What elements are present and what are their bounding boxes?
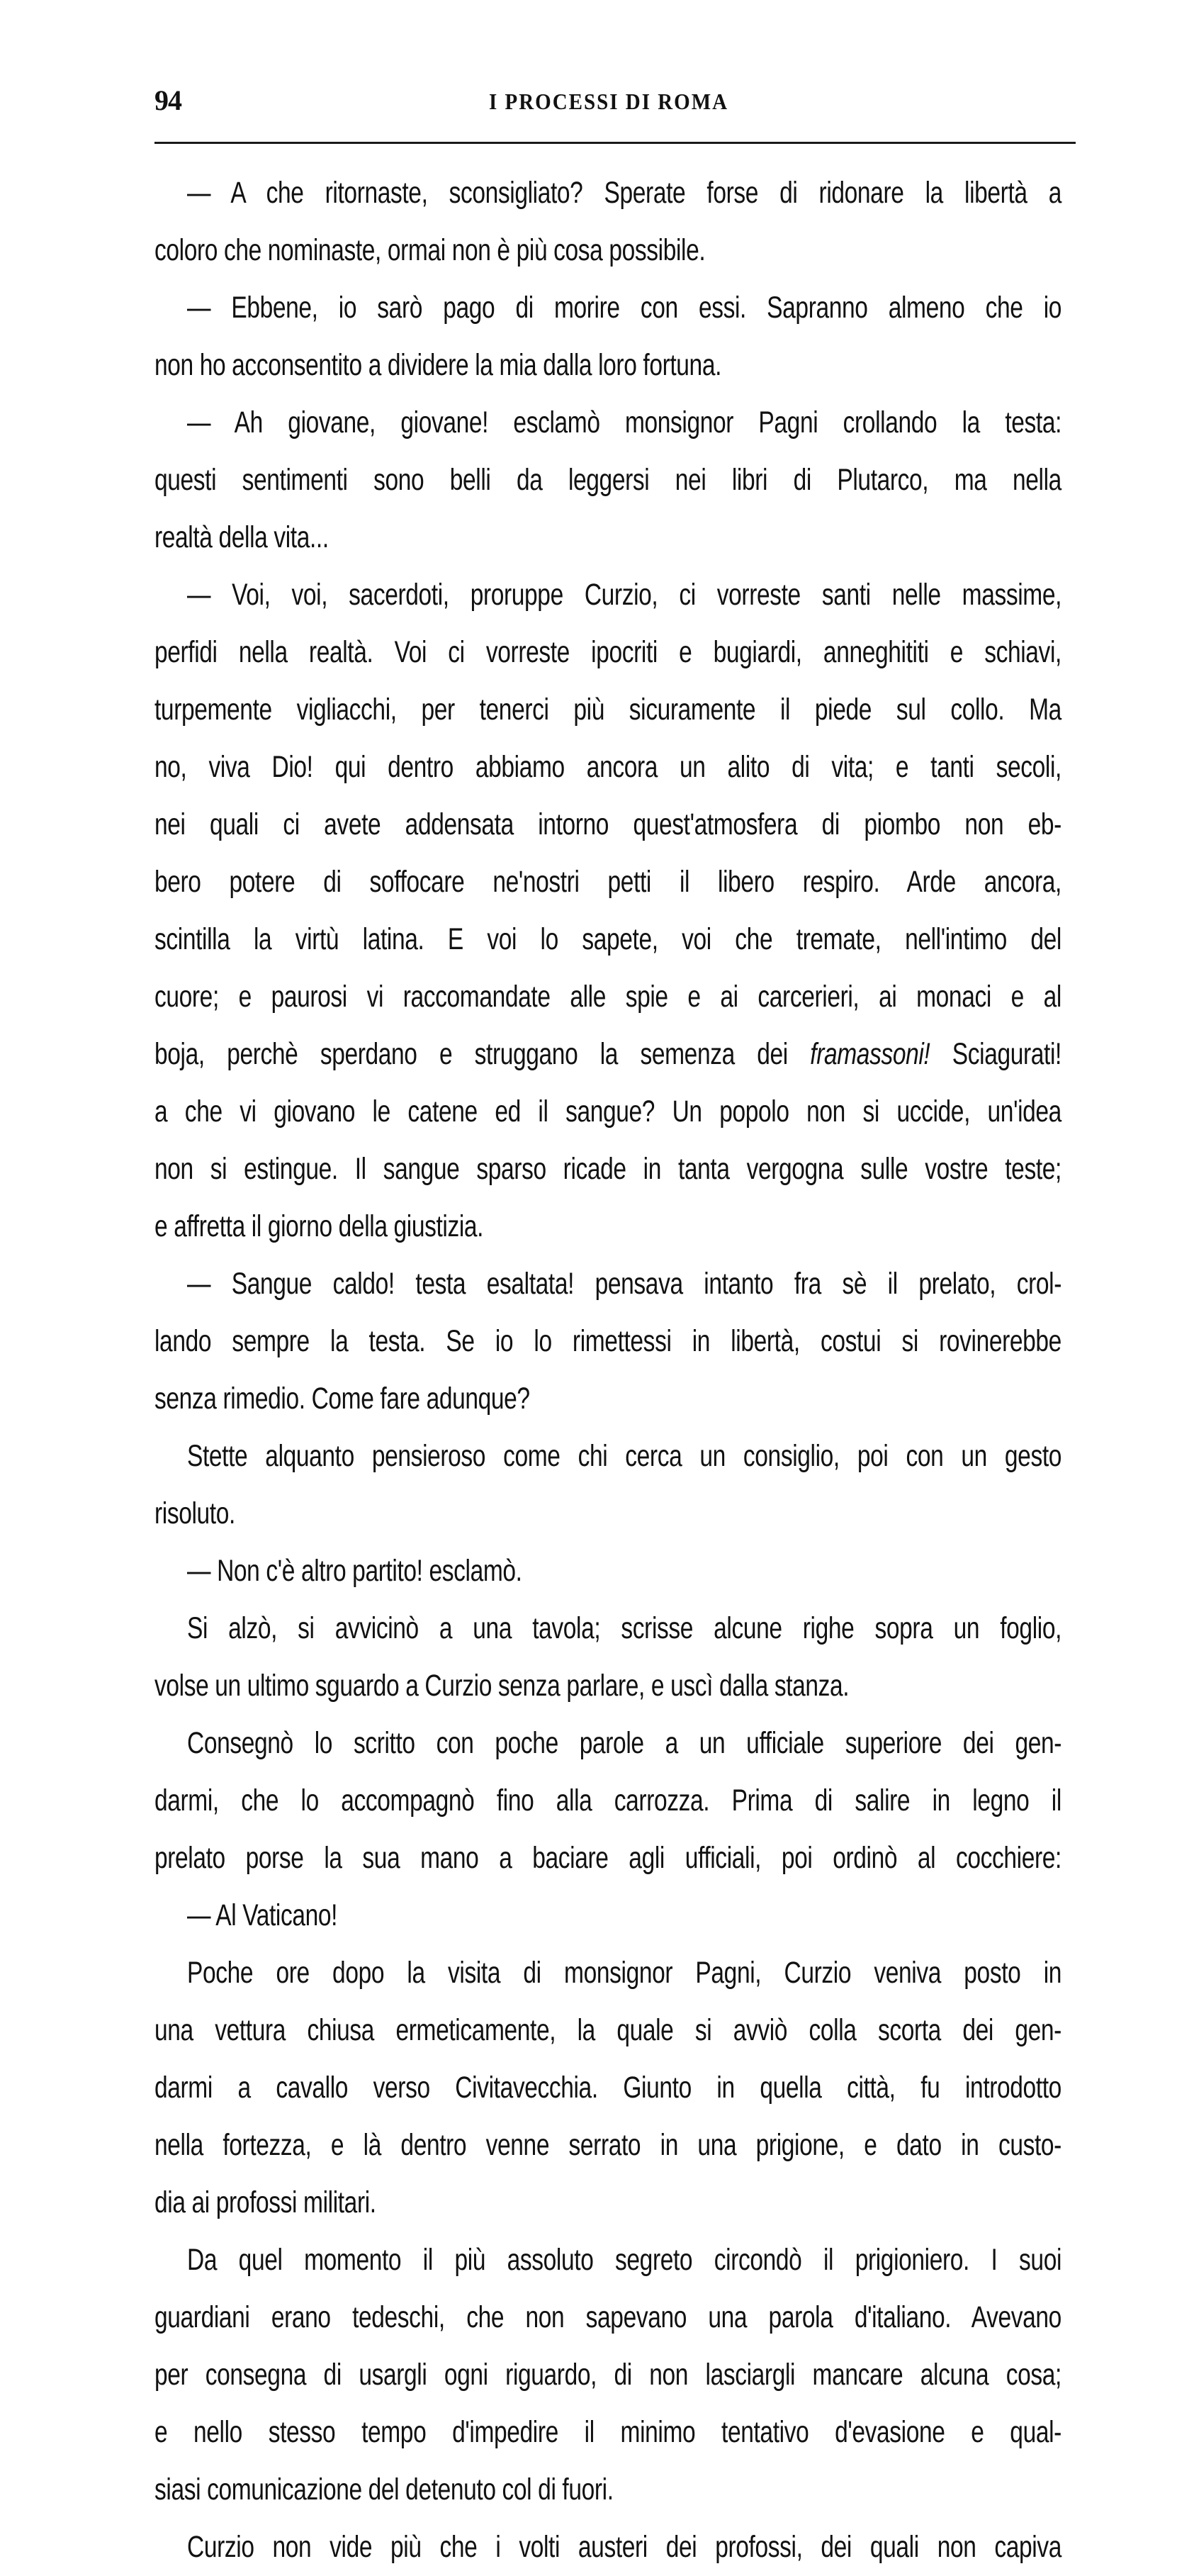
- text-line: [154, 1083, 1063, 1141]
- text-line-content: Consegnò lo scritto con poche parole a un ufficiale superiore dei gen-: [187, 1726, 1062, 1760]
- text-line: [154, 2002, 1063, 2059]
- text-line-content: Da quel momento il più assoluto segreto circondò il prigioniero. I suoi: [187, 2243, 1062, 2277]
- running-title: I PROCESSI DI ROMA: [488, 89, 729, 115]
- text-line-content: prelato porse la sua mano a baciare agli ufficiali, poi ordinò al cocchiere:: [154, 1841, 1061, 1875]
- text-line: [154, 1944, 1063, 2002]
- text-line-content: risoluto.: [154, 1496, 235, 1530]
- text-line-content: scintilla la virtù latina. E voi lo sapete, voi che tremate, nell'intimo del: [154, 922, 1061, 956]
- text-line: [154, 2346, 1063, 2404]
- text-line: [154, 222, 1063, 279]
- text-line: [154, 968, 1063, 1026]
- text-line: [154, 2174, 1063, 2231]
- text-line: [154, 2059, 1063, 2117]
- text-line-content: — Voi, voi, sacerdoti, proruppe Curzio, ci vorreste santi nelle massime,: [187, 578, 1062, 612]
- text-line-content: Curzio non vide più che i volti austeri dei profossi, dei quali non capiva: [187, 2530, 1062, 2564]
- text-line-content: perfidi nella realtà. Voi ci vorreste ipocriti e bugiardi, anneghititi e schiavi,: [154, 635, 1061, 669]
- text-line-content: e affretta il giorno della giustizia.: [154, 1209, 484, 1243]
- text-line: [154, 1370, 1063, 1428]
- text-line: [154, 2289, 1063, 2346]
- text-line: [154, 2461, 1063, 2519]
- text-line-content: Poche ore dopo la visita di monsignor Pagni, Curzio veniva posto in: [187, 1956, 1062, 1990]
- text-line-content: turpemente vigliacchi, per tenerci più sicuramente il piede sul collo. Ma: [154, 693, 1061, 727]
- text-line: [154, 1600, 1063, 1657]
- text-line-content: lando sempre la testa. Se io lo rimettessi in libertà, costui si rovinerebbe: [154, 1324, 1061, 1358]
- text-line: [154, 1026, 1063, 1083]
- text-line: [154, 1485, 1063, 1542]
- text-line-content: — A che ritornaste, sconsigliato? Sperate forse di ridonare la libertà a: [187, 176, 1062, 210]
- text-line-content: guardiani erano tedeschi, che non sapevano una parola d'italiano. Avevano: [154, 2300, 1061, 2334]
- body-text: [154, 164, 1063, 2576]
- text-line: [154, 2519, 1063, 2576]
- text-line: [154, 337, 1063, 394]
- text-line: [154, 796, 1063, 853]
- text-line: [154, 1255, 1063, 1313]
- text-line: [154, 1830, 1063, 1887]
- text-line: [154, 452, 1063, 509]
- text-line-content: non ho acconsentito a dividere la mia dalla loro fortuna.: [154, 348, 722, 382]
- text-line-content: no, viva Dio! qui dentro abbiamo ancora un alito di vita; e tanti secoli,: [154, 750, 1061, 784]
- text-line-content: darmi a cavallo verso Civitavecchia. Giunto in quella città, fu introdotto: [154, 2071, 1061, 2105]
- text-run: Sciagurati!: [930, 1037, 1061, 1071]
- text-line-content: questi sentimenti sono belli da leggersi nei libri di Plutarco, ma nella: [154, 463, 1061, 497]
- text-line-content: nei quali ci avete addensata intorno quest'atmosfera di piombo non eb-: [154, 807, 1061, 841]
- text-line-content: bero potere di soffocare ne'nostri petti il libero respiro. Arde ancora,: [154, 865, 1061, 899]
- text-line: [154, 2231, 1063, 2289]
- page-header: [154, 84, 1063, 126]
- text-line: [154, 624, 1063, 681]
- text-line: [154, 509, 1063, 566]
- text-line-content: darmi, che lo accompagnò fino alla carrozza. Prima di salire in legno il: [154, 1783, 1061, 1818]
- text-line: [154, 2404, 1063, 2461]
- text-line-content: cuore; e paurosi vi raccomandate alle spie e ai carcerieri, ai monaci e al: [154, 980, 1061, 1014]
- header-rule: [154, 142, 1076, 144]
- text-line-content: non si estingue. Il sangue sparso ricade in tanta vergogna sulle vostre teste;: [154, 1152, 1061, 1186]
- text-line: [154, 279, 1063, 337]
- text-line-content: realtà della vita...: [154, 520, 329, 554]
- text-line: [154, 1887, 1063, 1944]
- text-line: [154, 1715, 1063, 1772]
- text-line-content: nella fortezza, e là dentro venne serrato in una prigione, e dato in custo-: [154, 2128, 1061, 2162]
- text-line: [154, 853, 1063, 911]
- text-line: [154, 1313, 1063, 1370]
- text-line: [154, 1428, 1063, 1485]
- text-line-content: coloro che nominaste, ormai non è più cosa possibile.: [154, 233, 706, 267]
- text-line: [154, 1198, 1063, 1255]
- text-line: [154, 681, 1063, 739]
- text-run: boja, perchè sperdano e struggano la semenza dei: [154, 1037, 811, 1071]
- text-line-content: — Non c'è altro partito! esclamò.: [187, 1554, 522, 1588]
- text-line: [154, 164, 1063, 222]
- text-line: [154, 739, 1063, 796]
- text-line: [154, 911, 1063, 968]
- text-line: [154, 1141, 1063, 1198]
- italic-word: framassoni!: [810, 1037, 930, 1071]
- text-line-content: — Ebbene, io sarò pago di morire con essi. Sapranno almeno che io: [187, 291, 1062, 325]
- text-line-content: — Ah giovane, giovane! esclamò monsignor Pagni crollando la testa:: [187, 405, 1062, 439]
- text-line-content: per consegna di usargli ogni riguardo, di non lasciargli mancare alcuna cosa;: [154, 2358, 1061, 2392]
- text-line-content: Si alzò, si avvicinò a una tavola; scrisse alcune righe sopra un foglio,: [187, 1611, 1062, 1645]
- text-line-content: senza rimedio. Come fare adunque?: [154, 1382, 530, 1416]
- text-line-content: — Al Vaticano!: [187, 1898, 338, 1932]
- text-line: [154, 394, 1063, 452]
- page-number: 94: [154, 84, 181, 116]
- text-line-content: volse un ultimo sguardo a Curzio senza parlare, e uscì dalla stanza.: [154, 1669, 850, 1703]
- text-line: [154, 566, 1063, 624]
- text-line-content: Stette alquanto pensieroso come chi cerca un consiglio, poi con un gesto: [187, 1439, 1062, 1473]
- text-line-content: dia ai profossi militari.: [154, 2185, 376, 2219]
- text-line: [154, 1772, 1063, 1830]
- text-line: [154, 1542, 1063, 1600]
- text-line: [154, 2117, 1063, 2174]
- text-line-content: [154, 1026, 1061, 1083]
- text-line-content: una vettura chiusa ermeticamente, la quale si avviò colla scorta dei gen-: [154, 2013, 1061, 2047]
- text-line-content: — Sangue caldo! testa esaltata! pensava intanto fra sè il prelato, crol-: [187, 1267, 1062, 1301]
- text-line-content: e nello stesso tempo d'impedire il minimo tentativo d'evasione e qual-: [154, 2415, 1061, 2449]
- text-line-content: siasi comunicazione del detenuto col di fuori.: [154, 2473, 614, 2507]
- text-line-content: a che vi giovano le catene ed il sangue? Un popolo non si uccide, un'idea: [154, 1094, 1061, 1129]
- text-line: [154, 1657, 1063, 1715]
